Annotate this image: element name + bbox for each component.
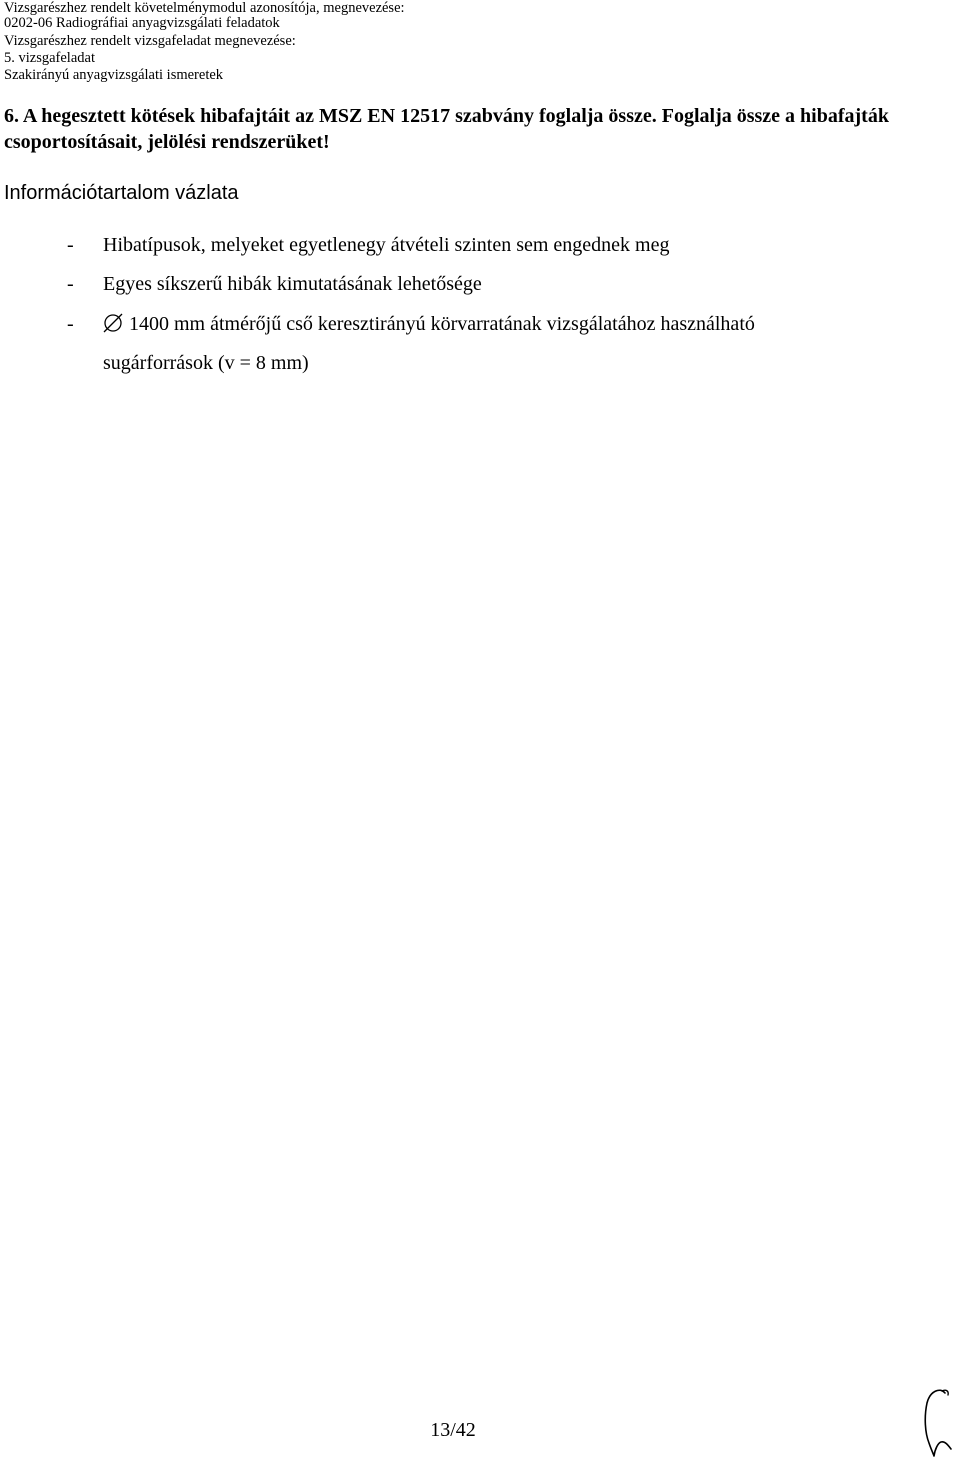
- header-task-name: 5. vizsgafeladat: [4, 50, 95, 66]
- header-subject: Szakirányú anyagvizsgálati ismeretek: [4, 67, 224, 83]
- bullet-marker: -: [67, 234, 74, 256]
- header-task-label: Vizsgarészhez rendelt vizsgafeladat megnevezése:: [4, 33, 296, 49]
- page-number: 13/42: [430, 1419, 476, 1441]
- signature-icon: [918, 1385, 958, 1459]
- bullet-marker: -: [67, 313, 74, 335]
- bullet-item-text: Hibatípusok, melyeket egyetlenegy átvételi szinten sem engednek meg: [103, 234, 670, 256]
- question-text: 6. A hegesztett kötések hibafajtáit az MSZ EN 12517 szabvány foglalja össze. Foglalja össze a hibafajták csoportosításait, jelölési rendszerüket!: [4, 105, 889, 153]
- section-label: Információtartalom vázlata: [4, 182, 239, 204]
- diameter-icon: [102, 312, 124, 334]
- bullet-item-text: Egyes síkszerű hibák kimutatásának lehetősége: [103, 273, 482, 295]
- bullet-marker: -: [67, 273, 74, 295]
- bullet-item-text: 1400 mm átmérőjű cső keresztirányú körvarratának vizsgálatához használható: [129, 313, 755, 335]
- bullet-item-continuation: sugárforrások (v = 8 mm): [103, 352, 309, 374]
- header-module-label: Vizsgarészhez rendelt követelménymodul azonosítója, megnevezése:: [4, 0, 405, 16]
- header-module-name: 0202-06 Radiográfiai anyagvizsgálati feladatok: [4, 15, 280, 31]
